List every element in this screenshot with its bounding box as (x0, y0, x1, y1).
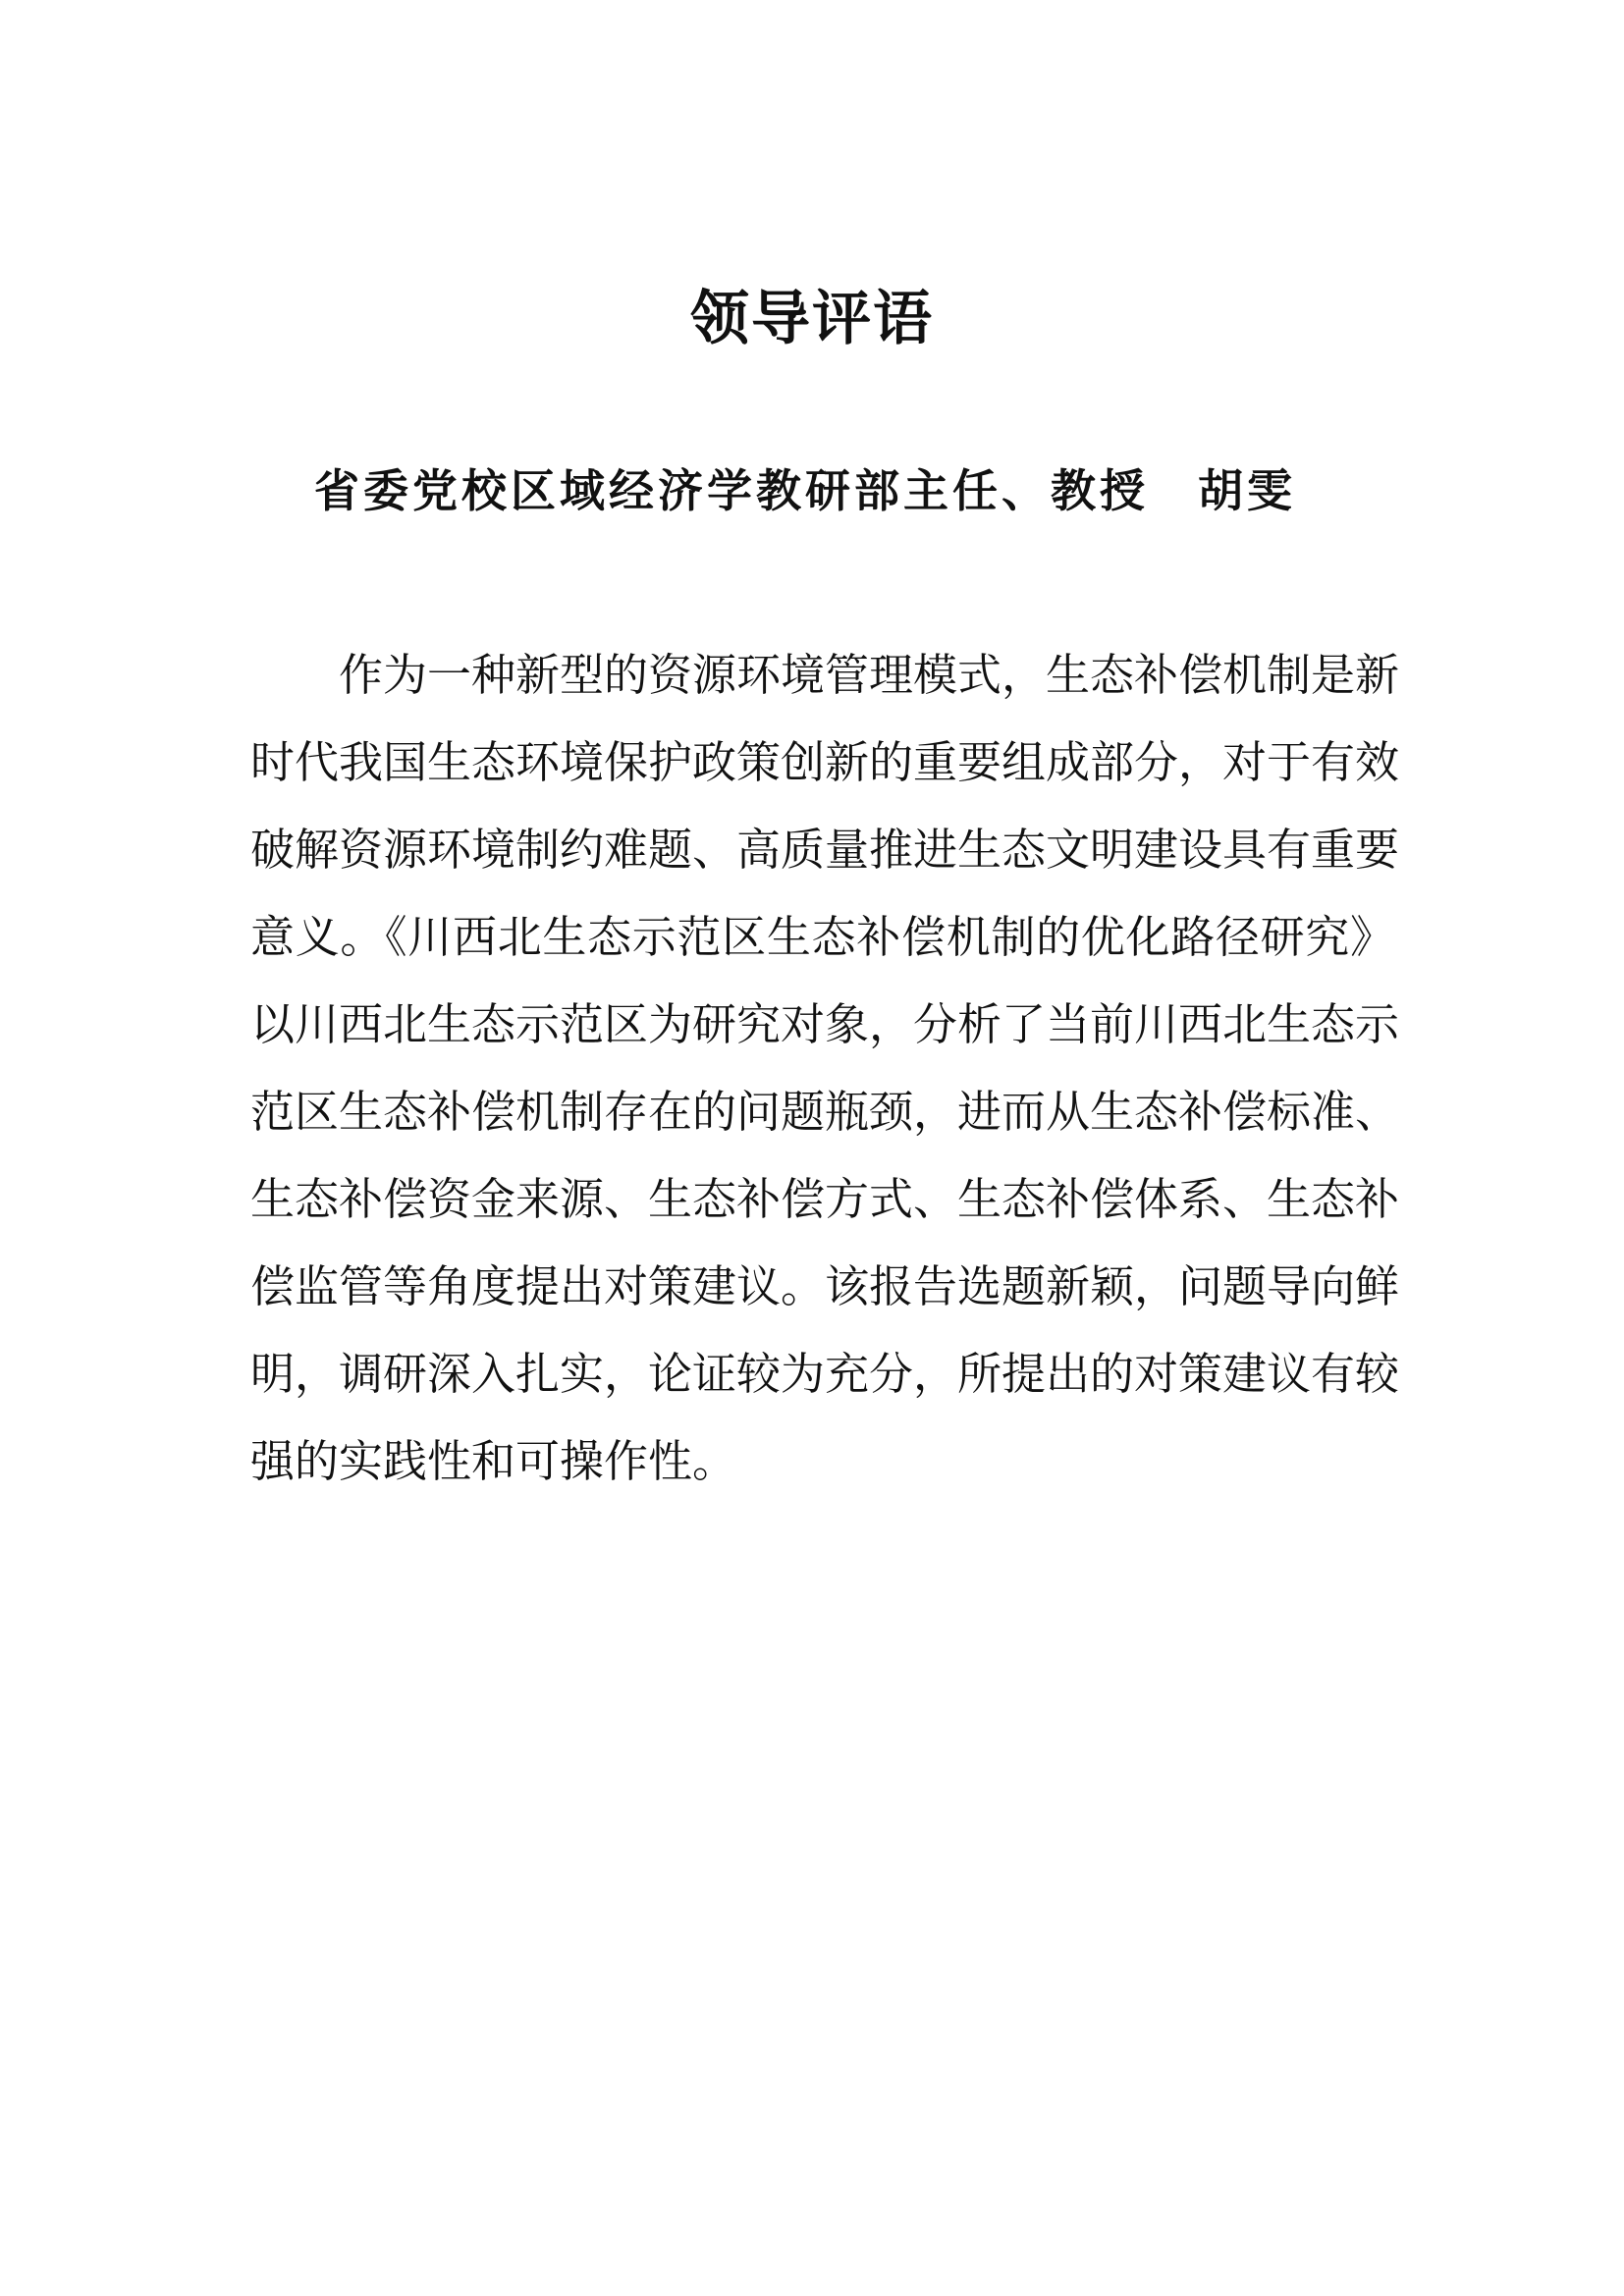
author-affiliation: 省委党校区域经济学教研部主任、教授 (314, 464, 1149, 517)
author-line (314, 456, 1394, 525)
paragraph-line: 作为一种新型的资源环境管理模式，生态补偿机制是新 (339, 649, 1400, 701)
paragraph-line: 明，调研深入扎实，论证较为充分，所提出的对策建议有较 (250, 1348, 1400, 1400)
paragraph-line: 破解资源环境制约难题、高质量推进生态文明建设具有重要 (250, 824, 1400, 876)
comment-paragraph (250, 631, 1400, 1505)
author-name: 胡雯 (1198, 464, 1296, 517)
paragraph-line: 强的实践性和可操作性。 (250, 1435, 737, 1487)
paragraph-line: 生态补偿资金来源、生态补偿方式、生态补偿体系、生态补 (250, 1173, 1400, 1225)
paragraph-line: 以川西北生态示范区为研究对象，分析了当前川西北生态示 (250, 998, 1400, 1050)
paragraph-line: 意义。《川西北生态示范区生态补偿机制的优化路径研究》 (250, 911, 1394, 963)
page-title: 领导评语 (690, 285, 934, 353)
paragraph-line: 时代我国生态环境保护政策创新的重要组成部分，对于有效 (250, 736, 1400, 788)
paragraph-line: 偿监管等角度提出对策建议。该报告选题新颖，问题导向鲜 (250, 1260, 1400, 1312)
paragraph-line: 范区生态补偿机制存在的问题瓶颈，进而从生态补偿标准、 (250, 1086, 1400, 1138)
